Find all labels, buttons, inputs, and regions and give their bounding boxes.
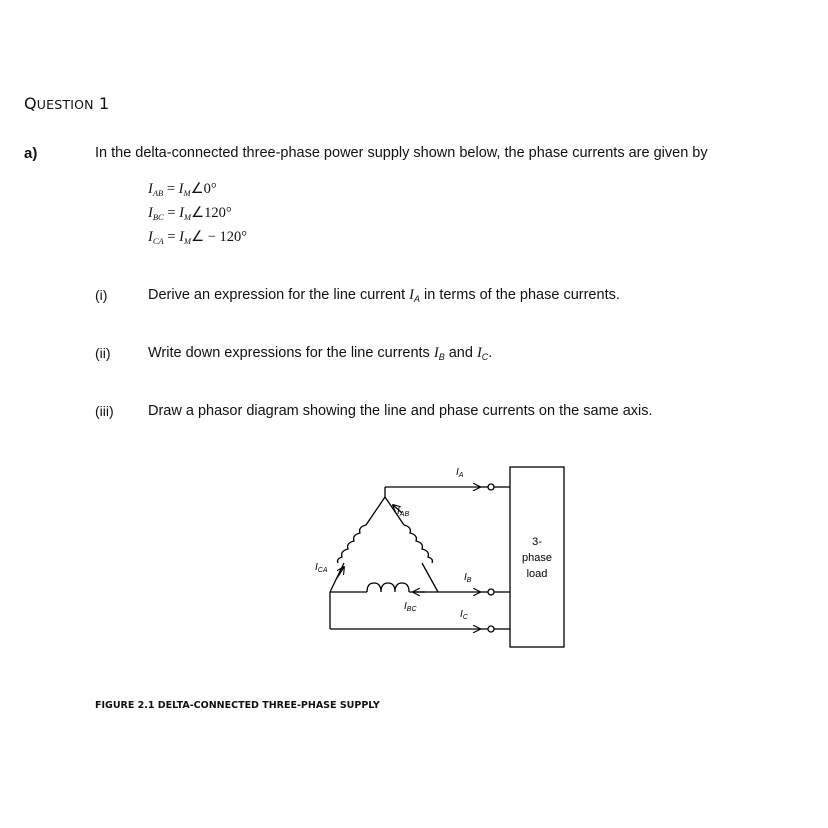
subq-var: I <box>476 345 482 361</box>
load-label-line2: phase <box>522 552 552 564</box>
load-label-line3: load <box>526 568 548 580</box>
delta-side-left <box>366 497 385 525</box>
label-ia: $I_A$ <box>456 467 464 479</box>
eq-var: I <box>178 181 184 197</box>
subq-var: I <box>433 345 439 361</box>
label-ic: $I_C$ <box>460 609 468 621</box>
arrow-ica-icon <box>337 567 344 578</box>
figure-caption: FIGURE 2.1 DELTA-CONNECTED THREE-PHASE SUPPLY <box>95 700 380 711</box>
part-label: a) <box>24 145 38 162</box>
subq-part: and <box>444 345 477 361</box>
eq-sub: M <box>184 236 192 246</box>
load-label-line1: 3- <box>532 536 542 548</box>
subq-number: (ii) <box>95 345 111 361</box>
eq-sign: = <box>167 229 176 245</box>
title-rest: UESTION <box>36 97 94 112</box>
subq-number: (iii) <box>95 403 114 419</box>
eq-sub: CA <box>152 236 164 246</box>
eq-sub: AB <box>152 188 164 198</box>
eq-var: I <box>148 205 153 221</box>
eq-angle: ∠120° <box>191 205 232 221</box>
label-ibc: $I_{BC}$ <box>404 601 417 613</box>
eq-var: I <box>179 205 184 221</box>
inductor-bc-icon <box>367 583 409 592</box>
eq-angle: ∠0° <box>190 181 217 197</box>
subq-number: (i) <box>95 287 108 303</box>
title-number: 1 <box>99 94 110 113</box>
delta-side-right-lower <box>422 563 438 592</box>
inductor-ab-icon <box>404 525 433 563</box>
eq-var: I <box>179 229 184 245</box>
inductor-ca-icon <box>338 525 367 563</box>
terminal-b <box>488 589 494 595</box>
eq-sign: = <box>166 181 176 197</box>
subq-sub: B <box>438 352 445 362</box>
subq-part: Write down expressions for the line currents <box>148 345 434 361</box>
part-intro: In the delta-connected three-phase power supply shown below, the phase currents are given by <box>95 145 708 161</box>
eq-sub: BC <box>152 212 164 222</box>
label-iab: $I_{AB}$ <box>397 506 410 518</box>
terminal-a <box>488 484 494 490</box>
eq-sub: M <box>184 212 192 222</box>
label-ica: $I_{CA}$ <box>315 562 328 574</box>
terminal-c <box>488 626 494 632</box>
subq-part: in terms of the phase currents. <box>420 287 620 303</box>
subq-part: Draw a phasor diagram showing the line and phase currents on the same axis. <box>148 403 653 419</box>
subq-part: Derive an expression for the line current <box>148 287 410 303</box>
title-initial: Q <box>24 94 37 113</box>
eq-var: I <box>148 181 153 197</box>
subq-sub: C <box>481 352 489 362</box>
eq-sign: = <box>167 205 176 221</box>
subq-sub: A <box>413 294 420 304</box>
eq-var: I <box>148 229 153 245</box>
eq-angle: ∠ − 120° <box>191 229 248 245</box>
subq-var: I <box>409 287 414 303</box>
subq-part: . <box>488 345 493 361</box>
label-ib: $I_B$ <box>464 572 472 584</box>
eq-sub: M <box>183 188 191 198</box>
